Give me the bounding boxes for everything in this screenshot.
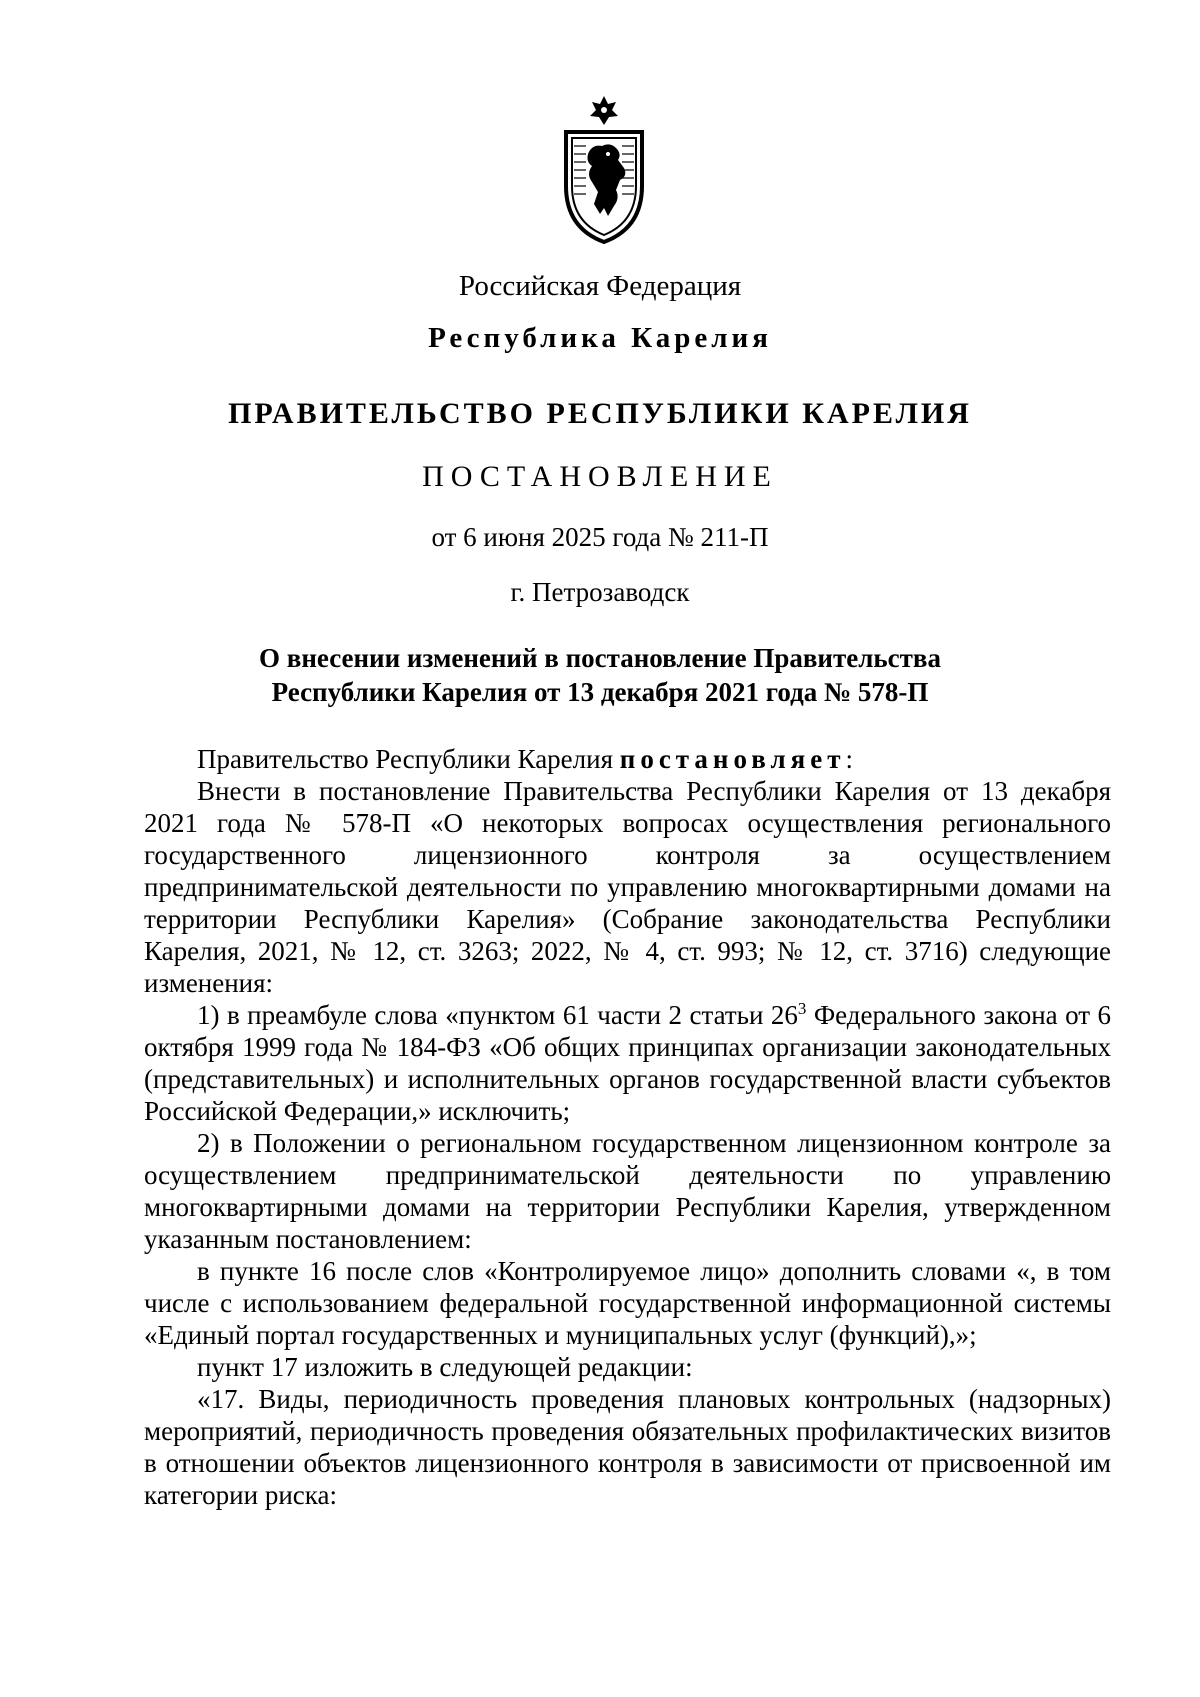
paragraph-point-17-intro: пункт 17 изложить в следующей редакции: [197,1352,693,1382]
government-name: ПРАВИТЕЛЬСТВО РЕСПУБЛИКИ КАРЕЛИЯ [228,397,972,430]
resolves-word: постановляет [619,744,846,774]
document-type: ПОСТАНОВЛЕНИЕ [422,460,778,493]
paragraph-resolves-text: Правительство Республики Карелия [197,744,620,774]
paragraph-item-1 [144,999,1111,1127]
document-date-number: от 6 июня 2025 года № 211-П [431,522,769,552]
document-city: г. Петрозаводск [510,577,690,607]
coat-of-arms-icon [558,94,650,244]
paragraph-amend: Внести в постановление Правительства Республики Карелия от 13 декабря 2021 года № 578-П «О некоторых вопросах осуществления регионального государственного лицензионного контроля за осуществлением предпринимательской деятельности по управлению многоквартирными домами на территории Республики Карелия» (Собрание законодательства Республики Карелия, 2021, № 12, ст. 3263; 2022, № 4, ст. 993; № 12, ст. 3716) следующие изменения: [144,776,1111,998]
item-1-text-a: 1) в преамбуле слова «пунктом 61 части 2 статьи 26 [197,1000,798,1030]
paragraph-resolves-colon: : [845,744,854,774]
paragraph-point-17: «17. Виды, периодичность проведения плановых контрольных (надзорных) мероприятий, периодичность проведения обязательных профилактических визитов в отношении объектов лицензионного контроля в зависимости от присвоенной им категории риска: [144,1384,1111,1510]
paragraph-resolves [144,743,1111,775]
item-1-text-b: Федерального закона от 6 октября 1999 года № 184-ФЗ «Об общих принципах организации законодательных (представительных) и исполнительных органов государственной власти субъектов Российской Федерации,» исключить; [144,1000,1111,1126]
paragraph-point-16: в пункте 16 после слов «Контролируемое лицо» дополнить словами «, в том числе с использованием федеральной государственной информационной системы «Единый портал государственных и муниципальных услуг (функций),»; [144,1256,1111,1350]
document-body [144,743,1111,1511]
star-icon [590,96,618,125]
country-name: Российская Федерация [458,270,742,302]
republic-name: Республика Карелия [428,322,772,354]
item-1-superscript: 3 [797,999,807,1018]
title-line-2: Республики Карелия от 13 декабря 2021 года № 578-П [271,677,929,707]
paragraph-item-2: 2) в Положении о региональном государственном лицензионном контроле за осуществлением предпринимательской деятельности по управлению многоквартирными домами на территории Республики Карелия, утвержденном указанным постановлением: [144,1128,1111,1254]
title-line-1: О внесении изменений в постановление Правительства [259,643,941,673]
document-title [180,641,1020,709]
